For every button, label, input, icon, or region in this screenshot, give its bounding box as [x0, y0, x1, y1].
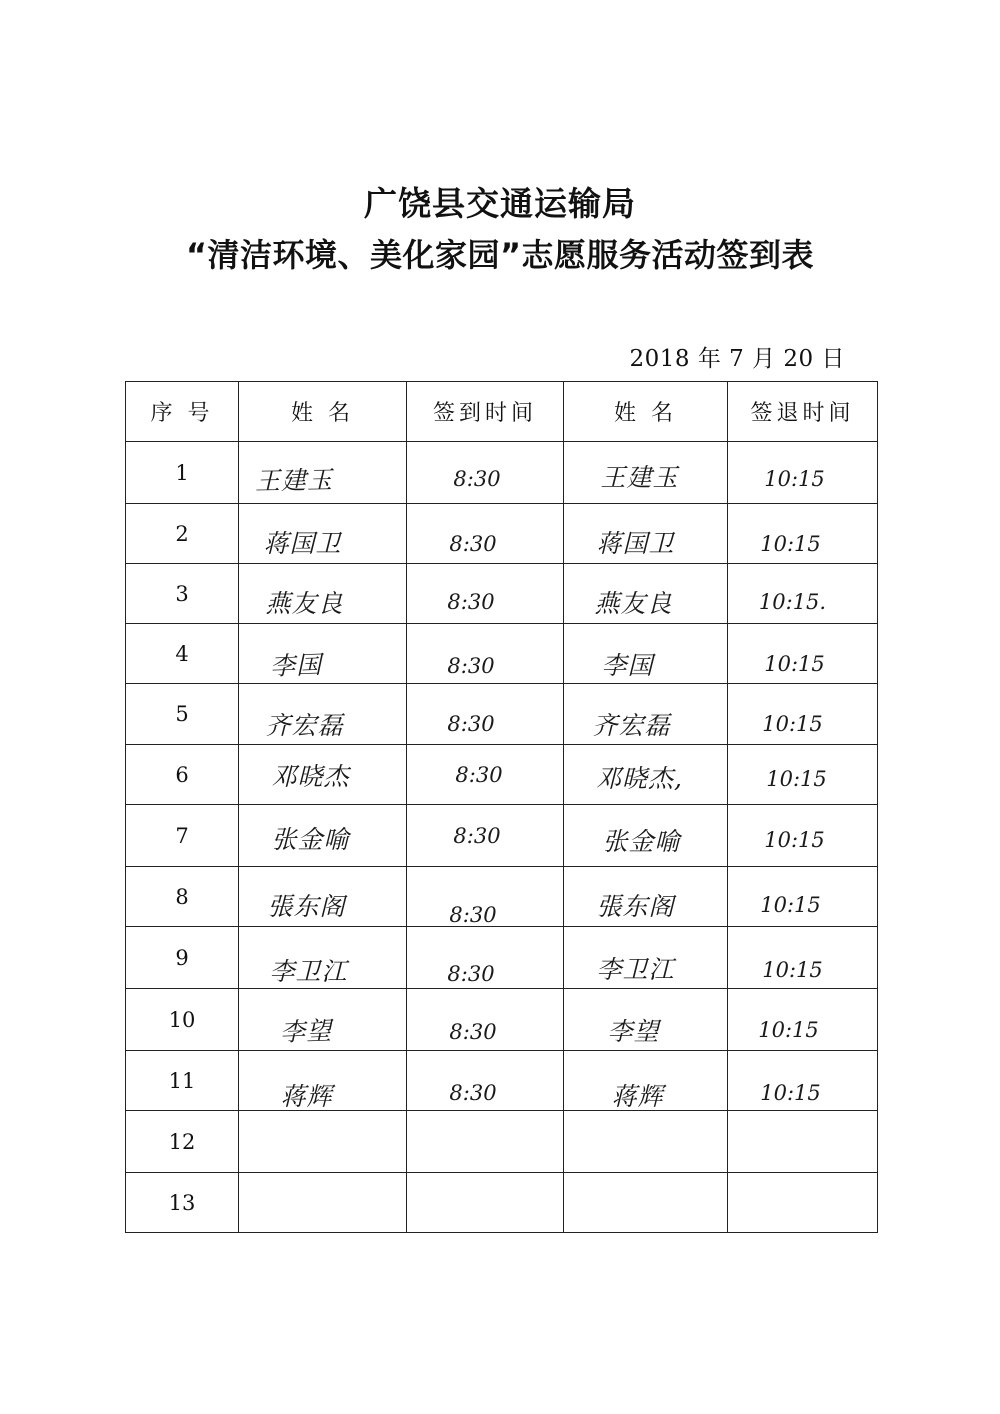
sign-out-time-cell: [728, 624, 878, 684]
handwritten-name: 李国: [270, 649, 324, 681]
sign-in-name-cell: [239, 805, 407, 867]
table-row: [126, 564, 878, 624]
row-number-cell: 12: [126, 1111, 239, 1173]
table-row: [126, 805, 878, 867]
handwritten-name: 李国: [601, 650, 654, 680]
row-number-cell: 9: [126, 927, 239, 989]
sign-out-name-cell: [564, 927, 728, 989]
handwritten-name: 張东阁: [267, 891, 346, 921]
handwritten-time: 10:15: [764, 466, 825, 491]
handwritten-name: 邓晓杰: [271, 761, 350, 791]
sign-in-time-cell: [407, 504, 564, 564]
sign-in-name-cell: [239, 564, 407, 624]
row-number-cell: 3: [126, 564, 239, 624]
handwritten-time: 10:15: [762, 957, 823, 982]
row-number-cell: 10: [126, 989, 239, 1051]
sign-in-name-cell: [239, 927, 407, 989]
sign-out-time-cell: [728, 1111, 878, 1173]
col-header-name-out: 姓 名: [564, 382, 728, 442]
table-row: [126, 442, 878, 504]
handwritten-time: 10:15: [762, 712, 823, 736]
sign-in-time-cell: [407, 1173, 564, 1233]
sign-in-time-cell: [407, 745, 564, 805]
sign-out-time-cell: [728, 745, 878, 805]
handwritten-name: 李望: [607, 1016, 660, 1046]
sign-out-name-cell: [564, 745, 728, 805]
sign-in-name-cell: [239, 1173, 407, 1233]
sign-in-name-cell: [239, 989, 407, 1051]
sign-in-time-cell: [407, 624, 564, 684]
sign-in-time-cell: [407, 805, 564, 867]
sign-in-name-cell: [239, 624, 407, 684]
handwritten-time: 8:30: [453, 466, 501, 491]
sign-out-name-cell: [564, 1173, 728, 1233]
col-header-sign-in-time: 签到时间: [407, 382, 564, 442]
row-number-cell: 13: [126, 1173, 239, 1233]
sign-in-name-cell: [239, 504, 407, 564]
handwritten-name: 蒋辉: [280, 1081, 333, 1111]
sign-out-name-cell: [564, 1051, 728, 1111]
handwritten-time: 8:30: [449, 1019, 497, 1044]
row-number-cell: 7: [126, 805, 239, 867]
handwritten-name: 齐宏磊: [265, 711, 344, 740]
handwritten-time: 8:30: [453, 823, 501, 848]
sign-out-time-cell: [728, 564, 878, 624]
row-number-cell: 4: [126, 624, 239, 684]
handwritten-time: 8:30: [447, 653, 495, 678]
handwritten-time: 10:15: [760, 531, 821, 556]
sign-in-name-cell: [239, 1111, 407, 1173]
row-number-cell: 11: [126, 1051, 239, 1111]
table-row: [126, 1051, 878, 1111]
sign-in-time-cell: [407, 564, 564, 624]
sign-in-name-cell: [239, 442, 407, 504]
handwritten-time: 8:30: [449, 902, 497, 927]
handwritten-name: 李卫江: [596, 954, 675, 984]
handwritten-time: 10:15: [760, 892, 821, 917]
sign-out-time-cell: [728, 927, 878, 989]
handwritten-time: 8:30: [447, 589, 495, 614]
sign-out-name-cell: [564, 564, 728, 624]
sign-in-time-cell: [407, 1051, 564, 1111]
handwritten-time: 10:15: [764, 651, 825, 676]
sign-in-name-cell: [239, 867, 407, 927]
sign-in-name-cell: [239, 745, 407, 805]
sign-out-time-cell: [728, 504, 878, 564]
handwritten-name: 蒋国卫: [596, 528, 675, 558]
handwritten-time: 10:15: [760, 1080, 821, 1105]
sign-out-time-cell: [728, 1051, 878, 1111]
sign-in-name-cell: [239, 684, 407, 745]
row-number-cell: 8: [126, 867, 239, 927]
document-subtitle: “清洁环境、美化家园”志愿服务活动签到表: [185, 236, 815, 274]
sign-out-name-cell: [564, 989, 728, 1051]
sign-out-name-cell: [564, 442, 728, 504]
sign-out-time-cell: [728, 1173, 878, 1233]
sign-out-time-cell: [728, 442, 878, 504]
sign-in-name-cell: [239, 1051, 407, 1111]
handwritten-name: 邓晓杰,: [596, 763, 683, 793]
handwritten-name: 李望: [280, 1015, 334, 1047]
handwritten-name: 张金喻: [271, 824, 350, 854]
sign-out-name-cell: [564, 624, 728, 684]
col-header-number: 序 号: [126, 382, 239, 442]
handwritten-time: 8:30: [447, 712, 495, 736]
table-row: [126, 504, 878, 564]
col-header-name-in: 姓 名: [239, 382, 407, 442]
table-row: [126, 867, 878, 927]
handwritten-name: 李卫江: [269, 956, 348, 986]
row-number-cell: 5: [126, 684, 239, 745]
sign-in-time-cell: [407, 989, 564, 1051]
sign-in-time-cell: [407, 927, 564, 989]
sign-out-name-cell: [564, 867, 728, 927]
sign-out-time-cell: [728, 684, 878, 745]
table-row: [126, 624, 878, 684]
sign-in-time-cell: [407, 1111, 564, 1173]
sign-out-time-cell: [728, 805, 878, 867]
sign-in-time-cell: [407, 867, 564, 927]
handwritten-time: 8:30: [455, 762, 503, 787]
document-title: 广饶县交通运输局: [364, 184, 636, 223]
table-row: [126, 745, 878, 805]
handwritten-name: 齐宏磊: [592, 711, 671, 740]
row-number-cell: 6: [126, 745, 239, 805]
sign-out-name-cell: [564, 684, 728, 745]
handwritten-name: 王建玉: [255, 464, 334, 496]
sign-in-table: [125, 381, 878, 1233]
table-row: [126, 1173, 878, 1233]
handwritten-name: 燕友良: [594, 588, 673, 618]
table-row: [126, 927, 878, 989]
table-row: [126, 684, 878, 745]
handwritten-time: 8:30: [447, 961, 495, 986]
handwritten-name: 蒋辉: [611, 1081, 664, 1111]
handwritten-name: 张金喻: [602, 826, 681, 856]
table-row: [126, 1111, 878, 1173]
handwritten-time: 8:30: [449, 1080, 497, 1105]
handwritten-name: 蒋国卫: [263, 528, 342, 558]
sign-in-time-cell: [407, 442, 564, 504]
handwritten-name: 王建玉: [600, 462, 679, 492]
sign-out-time-cell: [728, 867, 878, 927]
handwritten-time: 10:15: [766, 766, 827, 791]
col-header-sign-out-time: 签退时间: [728, 382, 878, 442]
handwritten-name: 張东阁: [596, 891, 675, 921]
sign-out-name-cell: [564, 1111, 728, 1173]
sign-out-name-cell: [564, 504, 728, 564]
handwritten-time: 8:30: [449, 531, 497, 556]
sign-out-time-cell: [728, 989, 878, 1051]
row-number-cell: 2: [126, 504, 239, 564]
handwritten-time: 10:15: [758, 1017, 819, 1042]
handwritten-name: 燕友良: [265, 588, 344, 618]
handwritten-time: 10:15.: [758, 589, 827, 614]
row-number-cell: 1: [126, 442, 239, 504]
handwritten-time: 10:15: [764, 827, 825, 852]
table-row: [126, 989, 878, 1051]
document-date: 2018 年 7 月 20 日: [629, 346, 845, 372]
table-header-row: [126, 382, 878, 442]
sign-out-name-cell: [564, 805, 728, 867]
sign-in-time-cell: [407, 684, 564, 745]
